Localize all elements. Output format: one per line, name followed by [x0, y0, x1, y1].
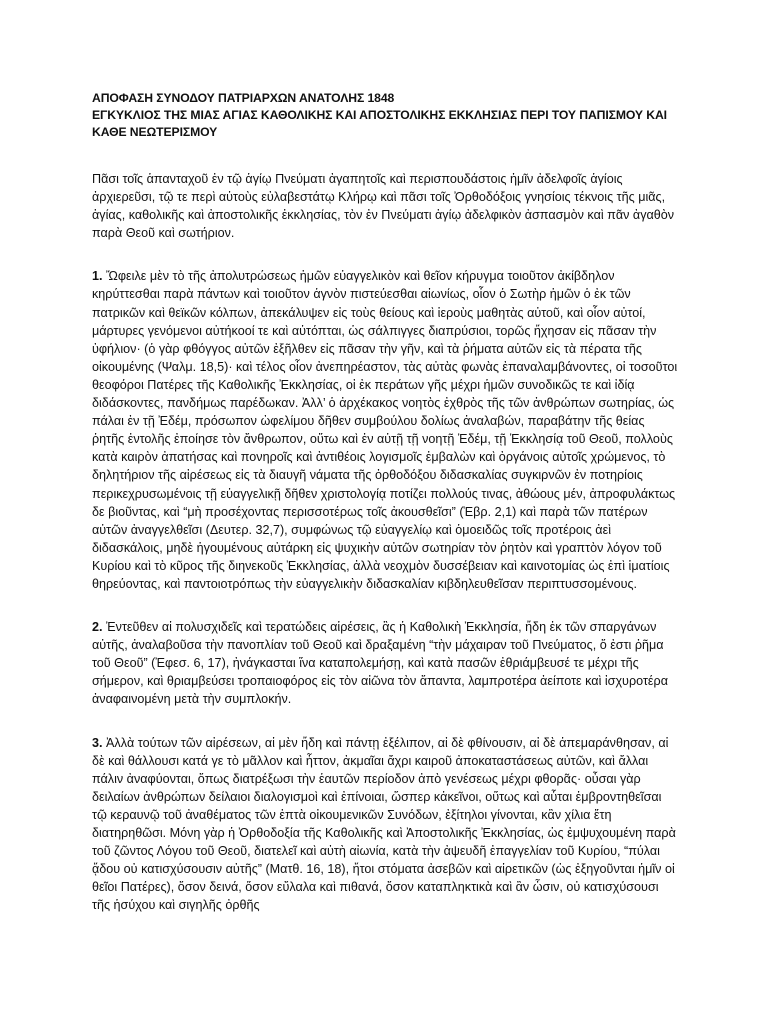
spacer — [92, 141, 678, 170]
spacer — [92, 242, 678, 267]
paragraph-text: Ὤφειλε μὲν τὸ τῆς ἀπολυτρώσεως ἡμῶν εὐαγγελικὸν καὶ θεῖον κήρυγμα τοιοῦτον ἀκίβδηλον κηρύττεσθαι παρὰ πάντων καὶ τοιοῦτον ἁγνὸν πιστεύεσθαι αἰωνίως, οἷον ὁ Σωτὴρ ἡμῶν ὁ ἐκ τῶν πατρικῶν καὶ θεϊκῶν κόλπων, ἀπεκάλυψεν εἰς τοὺς θείους καὶ ἱεροὺς μαθητὰς αὐτοῦ, καὶ οἷον αὐτοί, μάρτυρες γενόμενοι αὐτήκοοί τε καὶ αὐτόπται, ὡς σάλπιγγες διαπρύσιοι, τορῶς ἤχησαν εἰς πᾶσαν τὴν ὑφήλιον· (ὁ γὰρ φθόγγος αὐτῶν ἐξῆλθεν εἰς πᾶσαν τὴν γῆν, καὶ τὰ ῥήματα αὐτῶν εἰς τὰ πέρατα τῆς οἰκουμένης (Ψαλμ. 18,5)· καὶ τέλος οἷον ἀνεπηρέαστον, τὰς αὐτὰς φωνὰς ἐπαναλαμβάνοντες, οἱ τοσοῦτοι θεοφόροι Πατέρες τῆς Καθολικῆς Ἐκκλησίας, οἱ ἐκ περάτων γῆς μέχρι ἡμῶν συνοδικῶς τε καὶ ἰδίᾳ διδάσκοντες, πανδήμως παρέδωκαν. Ἀλλ’ ὁ ἀρχέκακος νοητὸς ἐχθρὸς τῆς τῶν ἀνθρώπων σωτηρίας, ὡς πάλαι ἐν τῇ Ἐδέμ, πρόσωπον ὠφελίμου δῆθεν συμβούλου δολίως ἀναλαβών, παραβάτην τῆς θείας ῥητῆς ἐντολῆς ἐποίησε τὸν ἄνθρωπον, οὕτω καὶ ἐν αὐτῇ τῇ νοητῇ Ἐδέμ, τῇ Ἐκκλησίᾳ τοῦ Θεοῦ, πολλοὺς κατὰ καιρὸν ἀπατήσας καὶ πονηροῖς καὶ ἀντιθέοις λογισμοῖς ἐμβαλὼν καὶ ὀργάνοις αὐτοῖς χρώμενος, τὸ δηλητήριον τῆς αἱρέσεως εἰς τὰ διαυγῆ νάματα τῆς ὀρθοδόξου διδασκαλίας συγκιρνῶν ἐν ποτηρίοις περικεχρυσωμένοις τῇ εὐαγγελικῇ δῆθεν χριστολογίᾳ ποτίζει πολλούς τινας, ἀθώους μέν, ἀπροφυλάκτως δε βιοῦντας, καὶ “μὴ προσέχοντας περισσοτέρως τοῖς ἀκουσθεῖσι” (Ἑβρ. 2,1) καὶ παρὰ τῶν πατέρων αὐτῶν ἀναγγελθεῖσι (Δευτερ. 32,7), συμφώνως τῷ εὐαγγελίῳ καὶ ὁμοειδῶς τοῖς προτέροις ἀεὶ διδασκάλοις, μηδὲ ἡγουμένους αὐτάρκη εἰς ψυχικὴν αὐτῶν σωτηρίαν τὸν ῥητὸν καὶ γραπτὸν λόγον τοῦ Κυρίου καὶ τὸ κῦρος τῆς διηνεκοῦς Ἐκκλησίας, ἀλλὰ νεοχμὸν δυσσέβειαν καὶ καινοτομίας ὡς ἐπὶ ἱματίοις θηρεύοντας, καὶ παντοιοτρόπως τὴν εὐαγγελικὴν διδασκαλίαν κιβδηλευθεῖσαν περιπτυσσομένους. — [92, 269, 678, 591]
paragraph-number: 3. — [92, 735, 103, 750]
paragraph-number: 1. — [92, 269, 103, 284]
document-title-line-2: ΕΓΚΥΚΛΙΟΣ ΤΗΣ ΜΙΑΣ ΑΓΙΑΣ ΚΑΘΟΛΙΚΗΣ ΚΑΙ ΑΠΟΣΤΟΛΙΚΗΣ ΕΚΚΛΗΣΙΑΣ ΠΕΡΙ ΤΟΥ ΠΑΠΙΣΜΟΥ ΚΑΙ — [92, 108, 667, 122]
document-title-line-3: ΚΑΘΕ ΝΕΩΤΕΡΙΣΜΟΥ — [92, 125, 218, 139]
paragraph-number: 2. — [92, 620, 103, 635]
intro-paragraph: Πᾶσι τοῖς ἁπανταχοῦ ἐν τῷ ἁγίῳ Πνεύματι ἀγαπητοῖς καὶ περισπουδάστοις ἡμῖν ἀδελφοῖς ἁγίοις ἀρχιερεῦσι, τῷ τε περὶ αὐτοὺς εὐλαβεστάτῳ Κλήρῳ καὶ πᾶσι τοῖς Ὀρθοδόξοις γνησίοις τέκνοις τῆς μιᾶς, ἁγίας, καθολικῆς καὶ ἀποστολικῆς ἐκκλησίας, τὸν ἐν Πνεύματι ἁγίῳ ἀδελφικὸν ἀσπασμὸν καὶ πᾶν ἀγαθὸν παρὰ Θεοῦ καὶ σωτήριον. — [92, 172, 675, 241]
spacer — [92, 593, 678, 618]
paragraph-2 — [92, 618, 678, 708]
paragraph-text: Ἀλλὰ τούτων τῶν αἱρέσεων, αἱ μὲν ἤδη καὶ πάντῃ ἐξέλιπον, αἱ δὲ φθίνουσιν, αἱ δὲ ἀπεμαράνθησαν, αἱ δὲ καὶ θάλλουσι κατά γε τὸ μᾶλλον καὶ ἧττον, ἀκμαῖαι ἄχρι καιροῦ ἀποκαταστάσεως αὐτῶν, καὶ ἄλλαι πάλιν ἀναφύονται, ὅπως διατρέξωσι τὴν ἑαυτῶν περίοδον ἀπὸ γενέσεως μέχρι φθορᾶς· οὖσαι γὰρ δειλαίων ἀνθρώπων δείλαιοι διαλογισμοὶ καὶ ἐπίνοιαι, ὥσπερ κἀκεῖνοι, οὕτως καὶ αὗται ἐμβροντηθεῖσαι τῷ κεραυνῷ τοῦ ἀναθέματος τῶν ἑπτὰ οἰκουμενικῶν Συνόδων, ἐξίτηλοι γίνονται, κἂν χίλια ἔτη διατηρηθῶσι. Μόνη γὰρ ἡ Ὀρθοδοξία τῆς Καθολικῆς καὶ Ἀποστολικῆς Ἐκκλησίας, ὡς ἐμψυχουμένη παρὰ τοῦ ζῶντος Λόγου τοῦ Θεοῦ, διατελεῖ καὶ αὐτὴ αἰωνία, κατὰ τὴν ἀψευδῆ ἐπαγγελίαν τοῦ Κυρίου, “πύλαι ᾅδου οὐ κατισχύσουσιν αὐτῆς” (Ματθ. 16, 18), ἤτοι στόματα ἀσεβῶν καὶ αἱρετικῶν (ὡς ἐξηγοῦνται ἡμῖν οἱ θεῖοι Πατέρες), ὅσον δεινά, ὅσον εὔλαλα καὶ πιθανά, ὅσον καταπληκτικὰ καὶ ἂν ὦσιν, οὐ κατισχύσουσι τῆς ἡσύχου καὶ σιγηλῆς ὀρθῆς — [92, 735, 676, 913]
paragraph-text: Ἐντεῦθεν αἱ πολυσχιδεῖς καὶ τερατώδεις αἱρέσεις, ἃς ἡ Καθολικὴ Ἐκκλησία, ἤδη ἐκ τῶν σπαργάνων αὐτῆς, ἀναλαβοῦσα τὴν πανοπλίαν τοῦ Θεοῦ καὶ δραξαμένη “τὴν μάχαιραν τοῦ Πνεύματος, ὅ ἐστι ῥῆμα τοῦ Θεοῦ” (Ἐφεσ. 6, 17), ἠνάγκασται ἵνα καταπολεμήσῃ, καὶ κατὰ πασῶν ἐθριάμβευσέ τε μέχρι τῆς σήμερον, καὶ θριαμβεύσει τροπαιοφόρος εἰς τὸν αἰῶνα τὸν ἅπαντα, λαμπροτέρα ἀείποτε καὶ ἰσχυροτέρα ἀναφαινομένη μετὰ τὴν συμπλοκήν. — [92, 620, 668, 707]
paragraph-3 — [92, 734, 678, 915]
spacer — [92, 709, 678, 734]
document-page — [92, 90, 678, 914]
paragraph-1 — [92, 267, 678, 593]
document-title-line-1: ΑΠΟΦΑΣΗ ΣΥΝΟΔΟΥ ΠΑΤΡΙΑΡΧΩΝ ΑΝΑΤΟΛΗΣ 1848 — [92, 91, 395, 105]
